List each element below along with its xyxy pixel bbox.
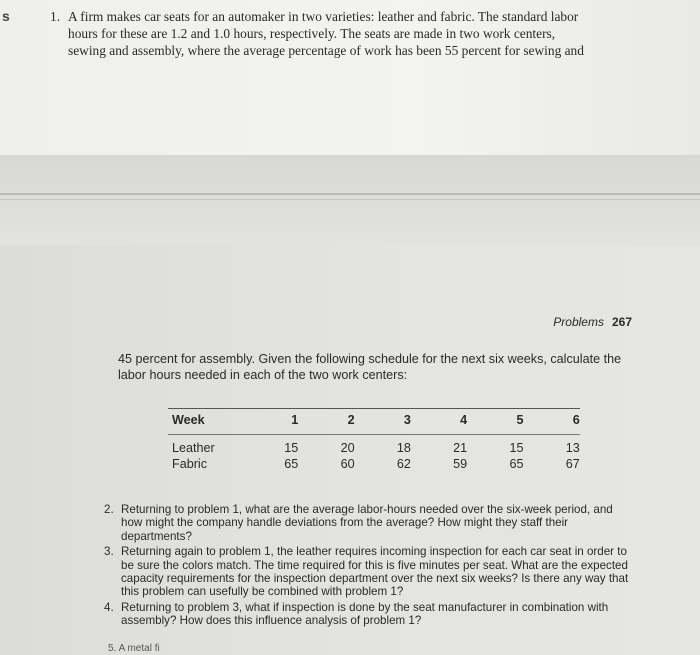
table-row	[168, 456, 580, 472]
week-header: 4	[460, 413, 468, 427]
cut-off-text: 5. A metal fi	[108, 643, 160, 651]
running-head	[553, 315, 632, 329]
problem-1-continuation: 45 percent for assembly. Given the following schedule for the next six weeks, calculate the labor hours needed in each of the two work centers:	[118, 352, 622, 382]
table-cell: 60	[340, 457, 355, 471]
table-cell: 15	[284, 441, 299, 455]
table-cell: 18	[396, 441, 411, 455]
problem-number: 2.	[104, 503, 114, 516]
problem-item	[104, 545, 634, 599]
table-cell: 20	[340, 441, 355, 455]
problem-1-line-1: A firm makes car seats for an automaker in two varieties: leather and fabric. The standard labor	[68, 9, 579, 24]
week-header: 1	[291, 413, 299, 427]
row-label: Fabric	[172, 457, 207, 471]
running-head-label: Problems	[553, 315, 604, 329]
upper-page	[0, 0, 700, 155]
problem-text: Returning to problem 3, what if inspection is done by the seat manufacturer in combination with assembly? How does this influence analysis of problem 1?	[121, 600, 609, 628]
week-header: 6	[572, 413, 580, 427]
page-gap	[0, 155, 700, 245]
problem-1-number: 1.	[50, 9, 61, 24]
problem-text: Returning again to problem 1, the leather requires incoming inspection for each car seat in order to be sure the colors match. The time required for this is five minutes per seat. What are the expected capacity requirements for the inspection department over the next six weeks? Is there any way that this problem can usefully be combined with problem 1?	[121, 545, 629, 599]
table-row	[168, 440, 580, 456]
row-label: Leather	[172, 441, 215, 455]
table-cell: 65	[509, 457, 524, 471]
problem-item	[104, 601, 634, 628]
week-header: 5	[516, 413, 524, 427]
week-header: 2	[347, 413, 355, 427]
divider-line	[0, 193, 700, 195]
problem-item	[104, 503, 634, 543]
problem-1-line-3: sewing and assembly, where the average percentage of work has been 55 percent for sewing and	[68, 43, 584, 58]
problem-1-line-2: hours for these are 1.2 and 1.0 hours, respectively. The seats are made in two work centers,	[68, 26, 556, 41]
table-cell: 13	[565, 441, 580, 455]
divider-line-secondary	[0, 199, 700, 200]
table-cell: 15	[509, 441, 524, 455]
schedule-table	[168, 408, 580, 472]
table-body	[168, 435, 580, 472]
week-header: 3	[403, 413, 411, 427]
page-number: 267	[611, 315, 632, 329]
table-header-row	[168, 409, 580, 431]
header-label: Week	[172, 413, 205, 427]
problem-list	[104, 503, 634, 630]
table-cell: 62	[396, 457, 411, 471]
lower-page	[0, 245, 700, 655]
table-cell: 59	[453, 457, 468, 471]
table-cell: 67	[565, 457, 580, 471]
problem-text: Returning to problem 1, what are the average labor-hours needed over the six-week period, and how might the company handle deviations from the average? How might they staff their departments?	[121, 503, 613, 543]
table-cell: 21	[453, 441, 468, 455]
problem-number: 4.	[104, 600, 114, 614]
problem-1	[50, 8, 650, 59]
problem-number: 3.	[104, 545, 114, 559]
margin-mark: s	[2, 8, 10, 24]
table-cell: 65	[284, 457, 299, 471]
